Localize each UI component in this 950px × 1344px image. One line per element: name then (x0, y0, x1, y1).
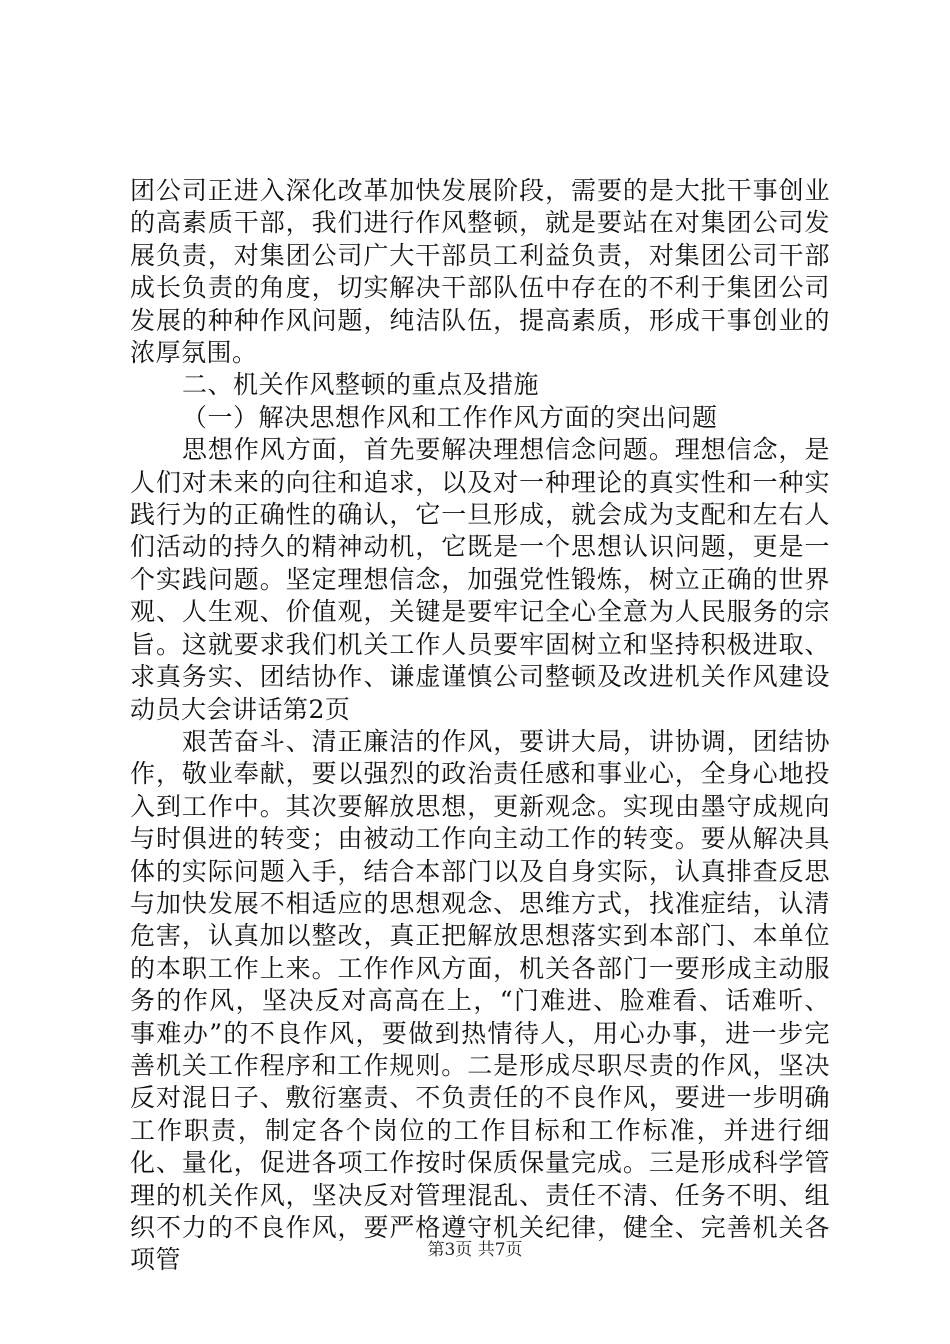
document-body (130, 175, 830, 1277)
subsection-heading: （一）解决思想作风和工作作风方面的突出问题 (182, 402, 718, 432)
paragraph-ideological-style: 思想作风方面，首先要解决理想信念问题。理想信念，是人们对未来的向往和追求，以及对一种理论的真实性和一种实践行为的正确性的确认，它一旦形成，就会成为支配和左右人们活动的持久的精神动机，它既是一个思想认识问题，更是一个实践问题。坚定理想信念，加强党性锻炼，树立正确的世界观、人生观、价值观，关键是要牢记全心全意为人民服务的宗旨。这就要求我们机关工作人员要牢固树立和坚持积极进取、求真务实、团结协作、谦虚谨慎公司整顿及改进机关作风建设动员大会讲话第2页 (130, 435, 830, 724)
paragraph-continuation: 团公司正进入深化改革加快发展阶段，需要的是大批干事创业的高素质干部，我们进行作风整顿，就是要站在对集团公司发展负责，对集团公司广大干部员工利益负责，对集团公司干部成长负责的角度，切实解决干部队伍中存在的不利于集团公司发展的种种作风问题，纯洁队伍，提高素质，形成干事创业的浓厚氛围。 (130, 176, 830, 368)
section-heading: 二、机关作风整顿的重点及措施 (182, 370, 540, 400)
page-footer: 第3页 共7页 (427, 1240, 523, 1260)
paragraph-work-style: 艰苦奋斗、清正廉洁的作风，要讲大局，讲协调，团结协作，敬业奉献，要以强烈的政治责任感和事业心，全身心地投入到工作中。其次要解放思想，更新观念。实现由墨守成规向与时俱进的转变；由被动工作向主动工作的转变。要从解决具体的实际问题入手，结合本部门以及自身实际，认真排查反思与加快发展不相适应的思想观念、思维方式，找准症结，认清危害，认真加以整改，真正把解放思想落实到本部门、本单位的本职工作上来。工作作风方面，机关各部门一要形成主动服务的作风，坚决反对高高在上，“门难进、脸难看、话难听、事难办”的不良作风，要做到热情待人，用心办事，进一步完善机关工作程序和工作规则。二是形成尽职尽责的作风，坚决反对混日子、敷衍塞责、不负责任的不良作风，要进一步明确工作职责，制定各个岗位的工作目标和工作标准，并进行细化、量化，促进各项工作按时保质保量完成。三是形成科学管理的机关作风，坚决反对管理混乱、责任不清、任务不明、组织不力的不良作风，要严格遵守机关纪律，健全、完善机关各项管 (130, 726, 830, 1275)
